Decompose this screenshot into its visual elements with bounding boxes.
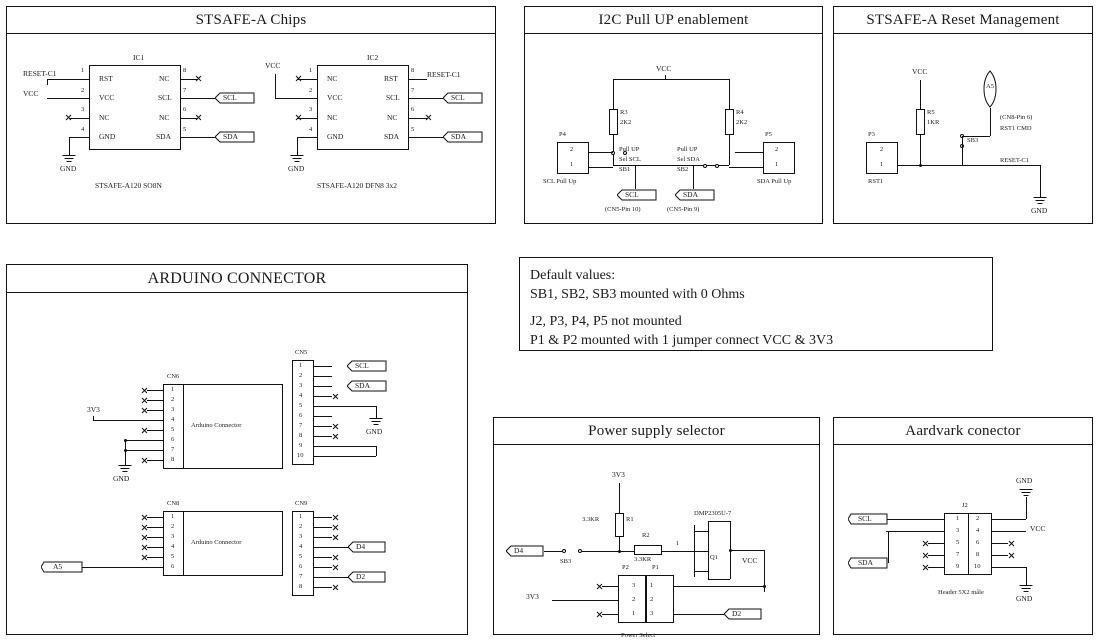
ic2-pin-rst: RST	[384, 74, 398, 83]
r5-ref: R5	[927, 109, 935, 116]
ic1-net-vcc: VCC	[23, 89, 39, 98]
r3-body	[609, 109, 618, 135]
cn5-x-7	[332, 423, 339, 430]
cn9-x-5	[332, 554, 339, 561]
ic2-pinnum-8: 8	[411, 67, 415, 74]
j2-pin-9: 9	[956, 563, 960, 570]
ic1-pinnum-5: 5	[183, 126, 187, 133]
p5-ref: P5	[765, 131, 772, 138]
j2-pin-4: 4	[976, 527, 980, 534]
r1-value: 3.3KR	[582, 516, 600, 523]
p5-label: SDA Pull Up	[757, 178, 792, 185]
r4-body	[725, 109, 734, 135]
ic2-net-gnd: GND	[288, 164, 305, 173]
p2-pin-2: 2	[632, 596, 636, 603]
j2-pin-1: 1	[956, 515, 960, 522]
ic1-pin-nc-r2: NC	[159, 113, 170, 122]
ic2-ref: IC2	[367, 53, 379, 62]
arduino-gnd-right-label: GND	[366, 427, 383, 436]
power-tag-d4-text: D4	[514, 546, 524, 555]
i2c-note-sda: (CN5-Pin 9)	[667, 206, 700, 213]
j2-pin-3: 3	[956, 527, 960, 534]
cn8-x-4	[141, 544, 148, 551]
p1-pin-3: 3	[650, 610, 654, 617]
ic1-footer: STSAFE-A120 SO8N	[95, 181, 162, 190]
i2c-note-scl: (CN5-Pin 10)	[605, 206, 641, 213]
r1-ref: R1	[626, 516, 634, 523]
p2-x-3	[596, 583, 603, 590]
p3-pin1: 1	[880, 161, 884, 168]
ic1-nc-x-mid	[195, 114, 202, 121]
panel-title-stsafe-chips: STSAFE-A Chips	[7, 7, 495, 34]
ic1-pin-vcc: VCC	[99, 93, 115, 102]
j2-x-8	[1008, 552, 1015, 559]
cn8-pin-5: 5	[171, 553, 175, 560]
ic1-pinnum-8: 8	[183, 67, 187, 74]
p1-pin-2: 2	[650, 596, 654, 603]
ic2-tag-sda-text: SDA	[451, 132, 467, 141]
r3-ref: R3	[620, 109, 628, 116]
r5-value: 1KR	[927, 119, 940, 126]
ic1-tag-scl-text: SCL	[223, 93, 237, 102]
ic1-nc-x-top	[195, 75, 202, 82]
reset-net-c1: RESET-C1	[1000, 157, 1030, 164]
ic1-gnd-symbol	[62, 155, 76, 163]
ic2-pinnum-2: 2	[309, 87, 313, 94]
cn9-pin-3: 3	[299, 533, 303, 540]
p5-pin1: 1	[775, 161, 779, 168]
cn8-ref: CN8	[167, 500, 180, 507]
j2-ref: J2	[962, 502, 968, 509]
cn9-pin-2: 2	[299, 523, 303, 530]
ic1-tag-scl	[215, 92, 255, 103]
j2-pin-5: 5	[956, 539, 960, 546]
arduino-tag-d2	[348, 571, 386, 582]
sb2-label2: Sel SDA	[677, 156, 700, 163]
ic2-nc-x-mid	[295, 114, 302, 121]
cn6-x-8	[141, 457, 148, 464]
cn9-pin-4: 4	[299, 543, 303, 550]
ic2-pin-gnd: GND	[327, 132, 344, 141]
panel-body-arduino	[7, 293, 467, 635]
ic2-net-vcc: VCC	[265, 61, 281, 70]
ic1-nc-x-left	[65, 114, 72, 121]
panel-arduino-connector	[6, 264, 468, 635]
r3-value: 2K2	[620, 119, 632, 126]
i2c-tag-scl-text: SCL	[625, 190, 639, 199]
a5-label: A5	[986, 83, 994, 90]
aardvark-gnd-bottom-symbol	[1019, 585, 1033, 593]
cn5-pin-4: 4	[299, 392, 303, 399]
ic2-tag-sda	[443, 131, 483, 142]
cn8-pin-1: 1	[171, 513, 175, 520]
p5-body[interactable]	[763, 142, 795, 174]
j2-x-9	[922, 564, 929, 571]
power-3v3-bottom-label: 3V3	[526, 592, 539, 601]
cn9-ref: CN9	[295, 500, 308, 507]
reset-note-cn8: (CN8-Pin 6)	[1000, 114, 1033, 121]
reset-gnd-symbol	[1033, 197, 1047, 205]
arduino-tag-a5	[41, 561, 83, 572]
cn6-pin-6: 6	[171, 436, 175, 443]
panel-body-aardvark	[834, 445, 1092, 634]
aardvark-footer: Header 5X2 mâle	[938, 589, 984, 596]
ic2-pin-scl: SCL	[386, 93, 400, 102]
ic1-pinnum-4: 4	[81, 126, 85, 133]
arduino-3v3-label: 3V3	[87, 405, 100, 414]
note-line-5: P1 & P2 mounted with 1 jumper connect VCC & 3V3	[530, 333, 834, 348]
cn9-x-6	[332, 564, 339, 571]
j2-pin-7: 7	[956, 551, 960, 558]
cn5-pin-2: 2	[299, 372, 303, 379]
p1-pin-1: 1	[650, 582, 654, 589]
power-tag-d2	[724, 608, 762, 619]
q1-ref: Q1	[710, 554, 718, 561]
cn8-x-5	[141, 554, 148, 561]
arduino-tag-a5-text: A5	[53, 562, 63, 571]
p2-ref: P2	[622, 564, 629, 571]
cn6-pin-3: 3	[171, 406, 175, 413]
ic1-tag-sda-text: SDA	[223, 132, 239, 141]
ic2-pin-nc-l2: NC	[327, 113, 338, 122]
sb1-ref: SB1	[619, 166, 631, 173]
p2-pin-3: 3	[632, 582, 636, 589]
note-line-1: Default values:	[530, 268, 616, 283]
power-sb3-left-pad[interactable]	[562, 549, 566, 553]
cn9-pin-6: 6	[299, 563, 303, 570]
note-line-4: J2, P3, P4, P5 not mounted	[530, 314, 682, 329]
cn6-ref: CN6	[167, 373, 180, 380]
cn6-pin-5: 5	[171, 426, 175, 433]
panel-i2c-pullup	[524, 6, 823, 224]
ic2-tag-scl	[443, 92, 483, 103]
p2-pin-1: 1	[632, 610, 636, 617]
panel-body-power-supply	[494, 445, 819, 639]
cn5-pin-5: 5	[299, 402, 303, 409]
p3-pin2: 2	[880, 146, 884, 153]
arduino-tag-d2-text: D2	[356, 572, 366, 581]
cn5-pin-9: 9	[299, 442, 303, 449]
p3-label: RST1	[868, 178, 884, 185]
p3-ref: P3	[868, 131, 875, 138]
cn6-pin-2: 2	[171, 396, 175, 403]
cn5-pin-1: 1	[299, 362, 303, 369]
j2-pin-10: 10	[974, 563, 981, 570]
sb2-right-pad[interactable]	[715, 164, 719, 168]
cn8-pin-3: 3	[171, 533, 175, 540]
ic1-ref: IC1	[133, 53, 145, 62]
cn5-pin-10: 10	[297, 452, 304, 459]
a5-symbol	[980, 70, 1000, 113]
r2-body	[634, 545, 662, 555]
note-line-2: SB1, SB2, SB3 mounted with 0 Ohms	[530, 287, 745, 302]
r4-value: 2K2	[736, 119, 748, 126]
aardvark-tag-scl-text: SCL	[858, 514, 872, 523]
cn8-label: Arduino Connector	[191, 539, 242, 546]
ic1-pin-nc-l: NC	[99, 113, 110, 122]
ic2-nc-x-right	[425, 114, 432, 121]
cn5-pin-7: 7	[299, 422, 303, 429]
i2c-tag-sda-text: SDA	[683, 190, 699, 199]
ic2-pin-nc-r: NC	[387, 113, 398, 122]
p4-pin2: 2	[570, 146, 574, 153]
power-select-footer: Power Select	[621, 632, 656, 639]
power-sb3-ref: SB3	[560, 558, 572, 565]
panel-reset-management	[833, 6, 1093, 224]
panel-power-supply	[493, 417, 820, 639]
aardvark-gnd-top-symbol	[1019, 489, 1033, 497]
aardvark-tag-sda-text: SDA	[858, 558, 874, 567]
i2c-tag-sda	[675, 189, 715, 200]
ic1-pinnum-1: 1	[81, 67, 85, 74]
power-tag-d4	[506, 545, 544, 556]
q1-pin-1: 1	[676, 540, 680, 547]
r1-body	[615, 513, 624, 537]
arduino-tag-sda	[347, 380, 387, 391]
power-3v3-top-label: 3V3	[612, 470, 625, 479]
panel-aardvark	[833, 417, 1093, 635]
ic2-pinnum-7: 7	[411, 87, 415, 94]
cn5-pin-6: 6	[299, 412, 303, 419]
j2-pin-2: 2	[976, 515, 980, 522]
cn8-x-2	[141, 524, 148, 531]
ic2-pinnum-6: 6	[411, 106, 415, 113]
ic2-pinnum-1: 1	[309, 67, 313, 74]
cn6-pin-4: 4	[171, 416, 175, 423]
cn6-x-1	[141, 387, 148, 394]
cn6-label: Arduino Connector	[191, 422, 242, 429]
panel-body-i2c-pullup	[525, 34, 822, 223]
cn5-ref: CN5	[295, 349, 308, 356]
arduino-gnd-left-symbol	[118, 465, 132, 473]
arduino-tag-scl	[347, 360, 387, 371]
ic2-nc-x-top	[295, 75, 302, 82]
reset-net-rstcmd: RST1 CMD	[1000, 125, 1032, 132]
sb1-label2: Sel SCL	[619, 156, 641, 163]
cn9-pin-1: 1	[299, 513, 303, 520]
ic1-pin-scl: SCL	[158, 93, 172, 102]
panel-stsafe-chips	[6, 6, 496, 224]
cn9-x-3	[332, 534, 339, 541]
j2-pin-8: 8	[976, 551, 980, 558]
r2-value: 3.3KR	[634, 556, 652, 563]
cn6-pin-7: 7	[171, 446, 175, 453]
cn5-pin-8: 8	[299, 432, 303, 439]
cn9-x-1	[332, 514, 339, 521]
p4-label: SCL Pull Up	[543, 178, 577, 185]
cn6-x-2	[141, 397, 148, 404]
cn9-body	[292, 511, 314, 596]
sb2-label1: Pull UP	[677, 146, 698, 153]
cn6-x-3	[141, 407, 148, 414]
ic1-net-reset: RESET-C1	[23, 69, 57, 78]
cn6-pin-1: 1	[171, 386, 175, 393]
cn8-x-3	[141, 534, 148, 541]
ic2-gnd-symbol	[290, 155, 304, 163]
i2c-vcc-label: VCC	[656, 64, 672, 73]
power-vcc-label: VCC	[742, 556, 758, 565]
ic2-pinnum-5: 5	[411, 126, 415, 133]
ic1-pin-nc-r1: NC	[159, 74, 170, 83]
ic1-pin-sda: SDA	[156, 132, 172, 141]
ic2-pin-sda: SDA	[384, 132, 400, 141]
arduino-tag-scl-text: SCL	[355, 361, 369, 370]
sb3-ref: SB3	[967, 137, 979, 144]
aardvark-gnd-bottom-label: GND	[1016, 594, 1033, 603]
ic1-pinnum-7: 7	[183, 87, 187, 94]
cn5-x-4	[332, 393, 339, 400]
cn9-x-2	[332, 524, 339, 531]
panel-title-arduino: ARDUINO CONNECTOR	[7, 265, 467, 293]
ic2-tag-scl-text: SCL	[451, 93, 465, 102]
p5-pin2: 2	[775, 146, 779, 153]
note-line-3	[530, 304, 982, 312]
r2-ref: R2	[642, 532, 650, 539]
p1-ref: P1	[652, 564, 659, 571]
cn6-x-5	[141, 427, 148, 434]
panel-title-reset-management: STSAFE-A Reset Management	[834, 7, 1092, 34]
j2-x-6	[1008, 540, 1015, 547]
panel-body-reset-management	[834, 34, 1092, 223]
r5-body	[916, 109, 925, 135]
panel-title-i2c-pullup: I2C Pull UP enablement	[525, 7, 822, 34]
cn5-pin-3: 3	[299, 382, 303, 389]
ic2-pin-nc-l1: NC	[327, 74, 338, 83]
cn9-pin-8: 8	[299, 583, 303, 590]
cn6-pin-8: 8	[171, 456, 175, 463]
j2-pin-6: 6	[976, 539, 980, 546]
ic1-net-gnd: GND	[60, 164, 77, 173]
ic2-pinnum-3: 3	[309, 106, 313, 113]
ic1-pin-gnd: GND	[99, 132, 116, 141]
aardvark-vcc-label: VCC	[1030, 524, 1046, 533]
ic1-pinnum-6: 6	[183, 106, 187, 113]
aardvark-gnd-top-label: GND	[1016, 476, 1033, 485]
sb2-left-pad[interactable]	[703, 164, 707, 168]
ic1-tag-sda	[215, 131, 255, 142]
default-values-note	[519, 257, 993, 351]
cn9-pin-5: 5	[299, 553, 303, 560]
q1-part: DMP2305U-7	[694, 510, 732, 517]
aardvark-tag-scl	[848, 513, 888, 524]
ic2-footer: STSAFE-A120 DFN8 3x2	[317, 181, 398, 190]
arduino-gnd-left-label: GND	[113, 474, 130, 483]
j2-x-5	[922, 540, 929, 547]
cn5-x-8	[332, 433, 339, 440]
panel-title-aardvark: Aardvark conector	[834, 418, 1092, 445]
sb2-ref: SB2	[677, 166, 689, 173]
sb1-label1: Pull UP	[619, 146, 640, 153]
cn8-pin-6: 6	[171, 563, 175, 570]
arduino-tag-d4-text: D4	[356, 542, 366, 551]
ic1-pinnum-3: 3	[81, 106, 85, 113]
arduino-tag-sda-text: SDA	[355, 381, 371, 390]
ic1-pin-rst: RST	[99, 74, 113, 83]
panel-body-stsafe-chips	[7, 34, 495, 223]
cn8-pin-2: 2	[171, 523, 175, 530]
ic2-net-reset: RESET-C1	[427, 70, 461, 79]
cn9-pin-7: 7	[299, 573, 303, 580]
panel-title-power-supply: Power supply selector	[494, 418, 819, 445]
cn5-body	[292, 360, 314, 465]
p4-ref: P4	[559, 131, 566, 138]
i2c-tag-scl	[617, 189, 657, 200]
aardvark-tag-sda	[848, 557, 888, 568]
ic1-pinnum-2: 2	[81, 87, 85, 94]
arduino-gnd-right-symbol	[369, 418, 383, 426]
j2-x-7	[922, 552, 929, 559]
cn8-pin-4: 4	[171, 543, 175, 550]
p2-x-1	[596, 611, 603, 618]
ic2-pinnum-4: 4	[309, 126, 313, 133]
power-tag-d2-text: D2	[732, 609, 742, 618]
reset-gnd-label: GND	[1031, 206, 1048, 215]
r4-ref: R4	[736, 109, 744, 116]
ic2-pin-vcc: VCC	[327, 93, 343, 102]
reset-vcc-label: VCC	[912, 67, 928, 76]
cn8-x-1	[141, 514, 148, 521]
cn9-x-8	[332, 584, 339, 591]
p4-pin1: 1	[570, 161, 574, 168]
arduino-tag-d4	[348, 541, 386, 552]
